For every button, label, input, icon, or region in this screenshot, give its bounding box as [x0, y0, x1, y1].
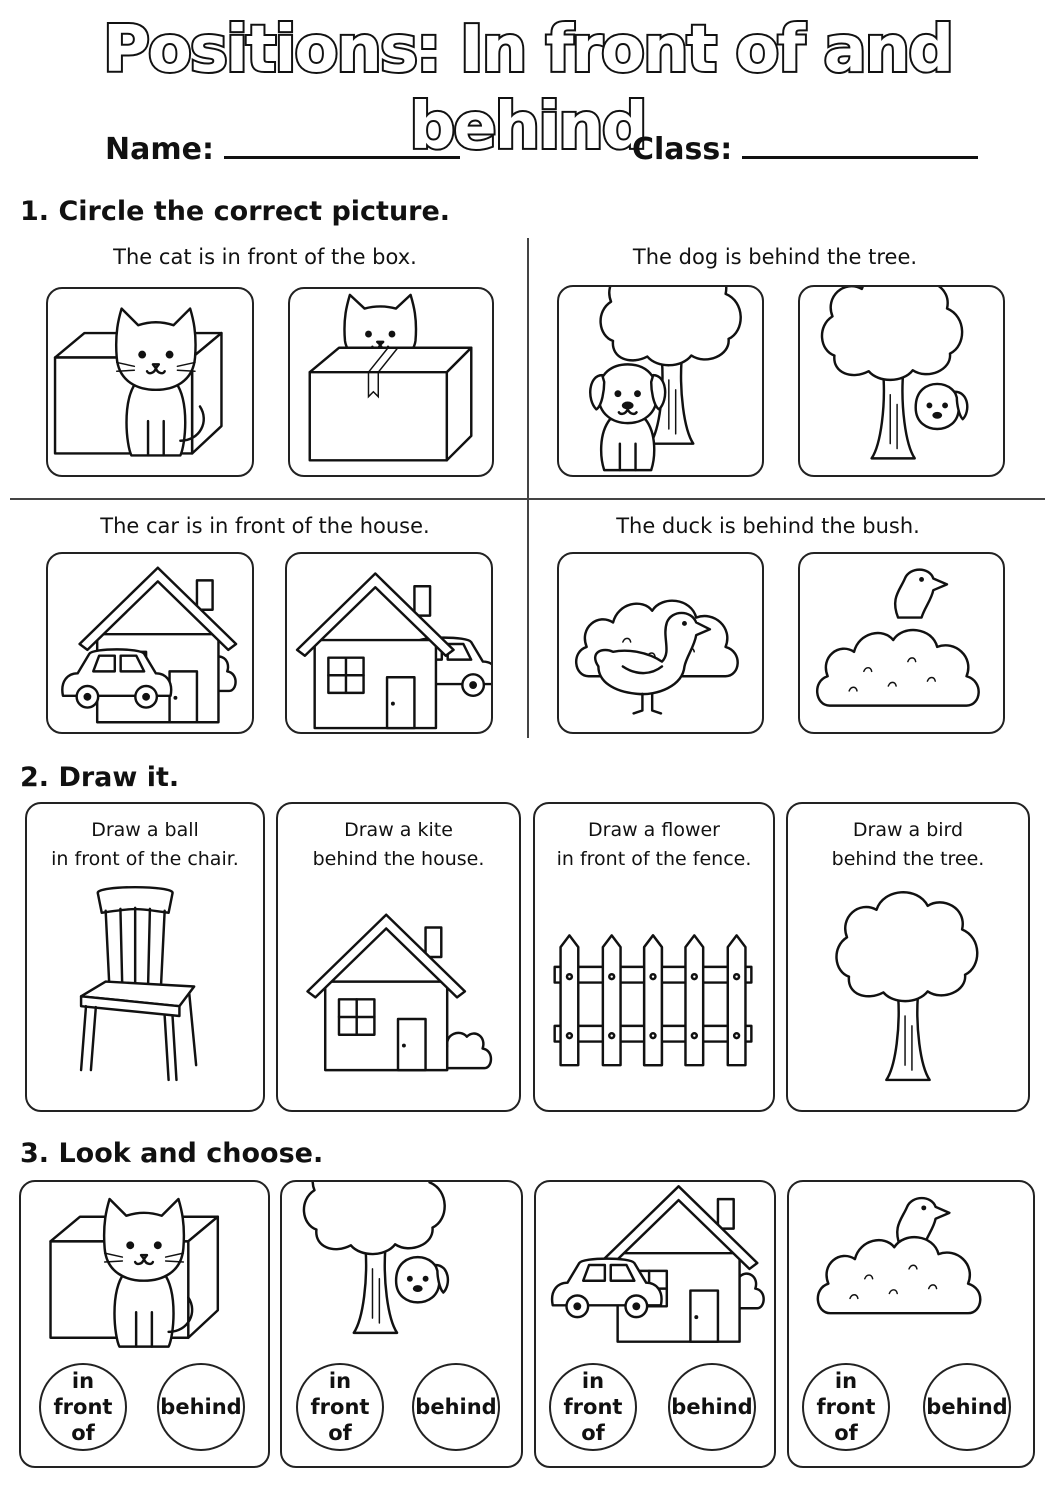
option-in-front-of[interactable]: in front of: [39, 1363, 127, 1451]
picture-option[interactable]: [798, 285, 1005, 477]
divider-vertical: [527, 238, 529, 738]
car-behind-house-icon: [287, 554, 491, 732]
duck-behind-bush-icon: [800, 554, 1003, 732]
picture-option[interactable]: [288, 287, 494, 477]
picture-option[interactable]: [557, 285, 764, 477]
question-1-text: The cat is in front of the box.: [113, 245, 417, 269]
cat-in-front-of-box-icon: [48, 289, 252, 475]
question-2-text: The dog is behind the tree.: [632, 245, 918, 269]
class-field[interactable]: [632, 130, 978, 167]
drawing-area[interactable]: [533, 802, 775, 1112]
drawing-area[interactable]: [276, 802, 521, 1112]
name-field[interactable]: [105, 130, 460, 167]
section-1-heading: 1. Circle the correct picture.: [20, 196, 451, 227]
option-behind[interactable]: behind: [412, 1363, 500, 1451]
draw-instruction-line2: in front of the chair.: [51, 848, 239, 870]
option-behind[interactable]: behind: [668, 1363, 756, 1451]
cat-behind-box-icon: [290, 289, 492, 475]
house-icon: [278, 804, 519, 1110]
draw-instruction-line1: Draw a kite: [344, 819, 453, 841]
name-line[interactable]: [224, 130, 460, 159]
picture-option[interactable]: [798, 552, 1005, 734]
question-4-text: The duck is behind the bush.: [616, 514, 920, 538]
choice-card: [787, 1180, 1035, 1468]
draw-instruction-line2: behind the house.: [312, 848, 485, 870]
fence-icon: [535, 804, 773, 1110]
page-title: Positions: In front of and behind: [102, 13, 953, 164]
picture-option[interactable]: [285, 552, 493, 734]
class-label: Class:: [632, 132, 733, 167]
duck-in-front-of-bush-icon: [559, 554, 762, 732]
dog-behind-tree-icon: [800, 287, 1003, 475]
choice-card: [280, 1180, 523, 1468]
drawing-area[interactable]: [786, 802, 1030, 1112]
draw-instruction-line1: Draw a bird: [852, 819, 964, 841]
name-label: Name:: [105, 132, 214, 167]
divider-horizontal: [10, 498, 1045, 500]
tree-icon: [788, 804, 1028, 1110]
section-3-heading: 3. Look and choose.: [20, 1138, 324, 1169]
draw-instruction-line1: Draw a flower: [588, 819, 720, 841]
question-3-text: The car is in front of the house.: [100, 514, 430, 538]
choice-card: [19, 1180, 270, 1468]
chair-icon: [27, 804, 263, 1110]
section-2-heading: 2. Draw it.: [20, 762, 180, 793]
option-in-front-of[interactable]: in front of: [549, 1363, 637, 1451]
class-line[interactable]: [742, 130, 978, 159]
car-in-front-of-house-icon: [48, 554, 252, 732]
picture-option[interactable]: [46, 552, 254, 734]
draw-instruction-line2: behind the tree.: [831, 848, 985, 870]
option-behind[interactable]: behind: [157, 1363, 245, 1451]
option-behind[interactable]: behind: [923, 1363, 1011, 1451]
picture-option[interactable]: [557, 552, 764, 734]
draw-instruction-line1: Draw a ball: [91, 819, 199, 841]
option-in-front-of[interactable]: in front of: [296, 1363, 384, 1451]
picture-option[interactable]: [46, 287, 254, 477]
choice-card: [534, 1180, 776, 1468]
option-in-front-of[interactable]: in front of: [802, 1363, 890, 1451]
draw-instruction-line2: in front of the fence.: [556, 848, 752, 870]
drawing-area[interactable]: [25, 802, 265, 1112]
dog-in-front-of-tree-icon: [559, 287, 762, 475]
